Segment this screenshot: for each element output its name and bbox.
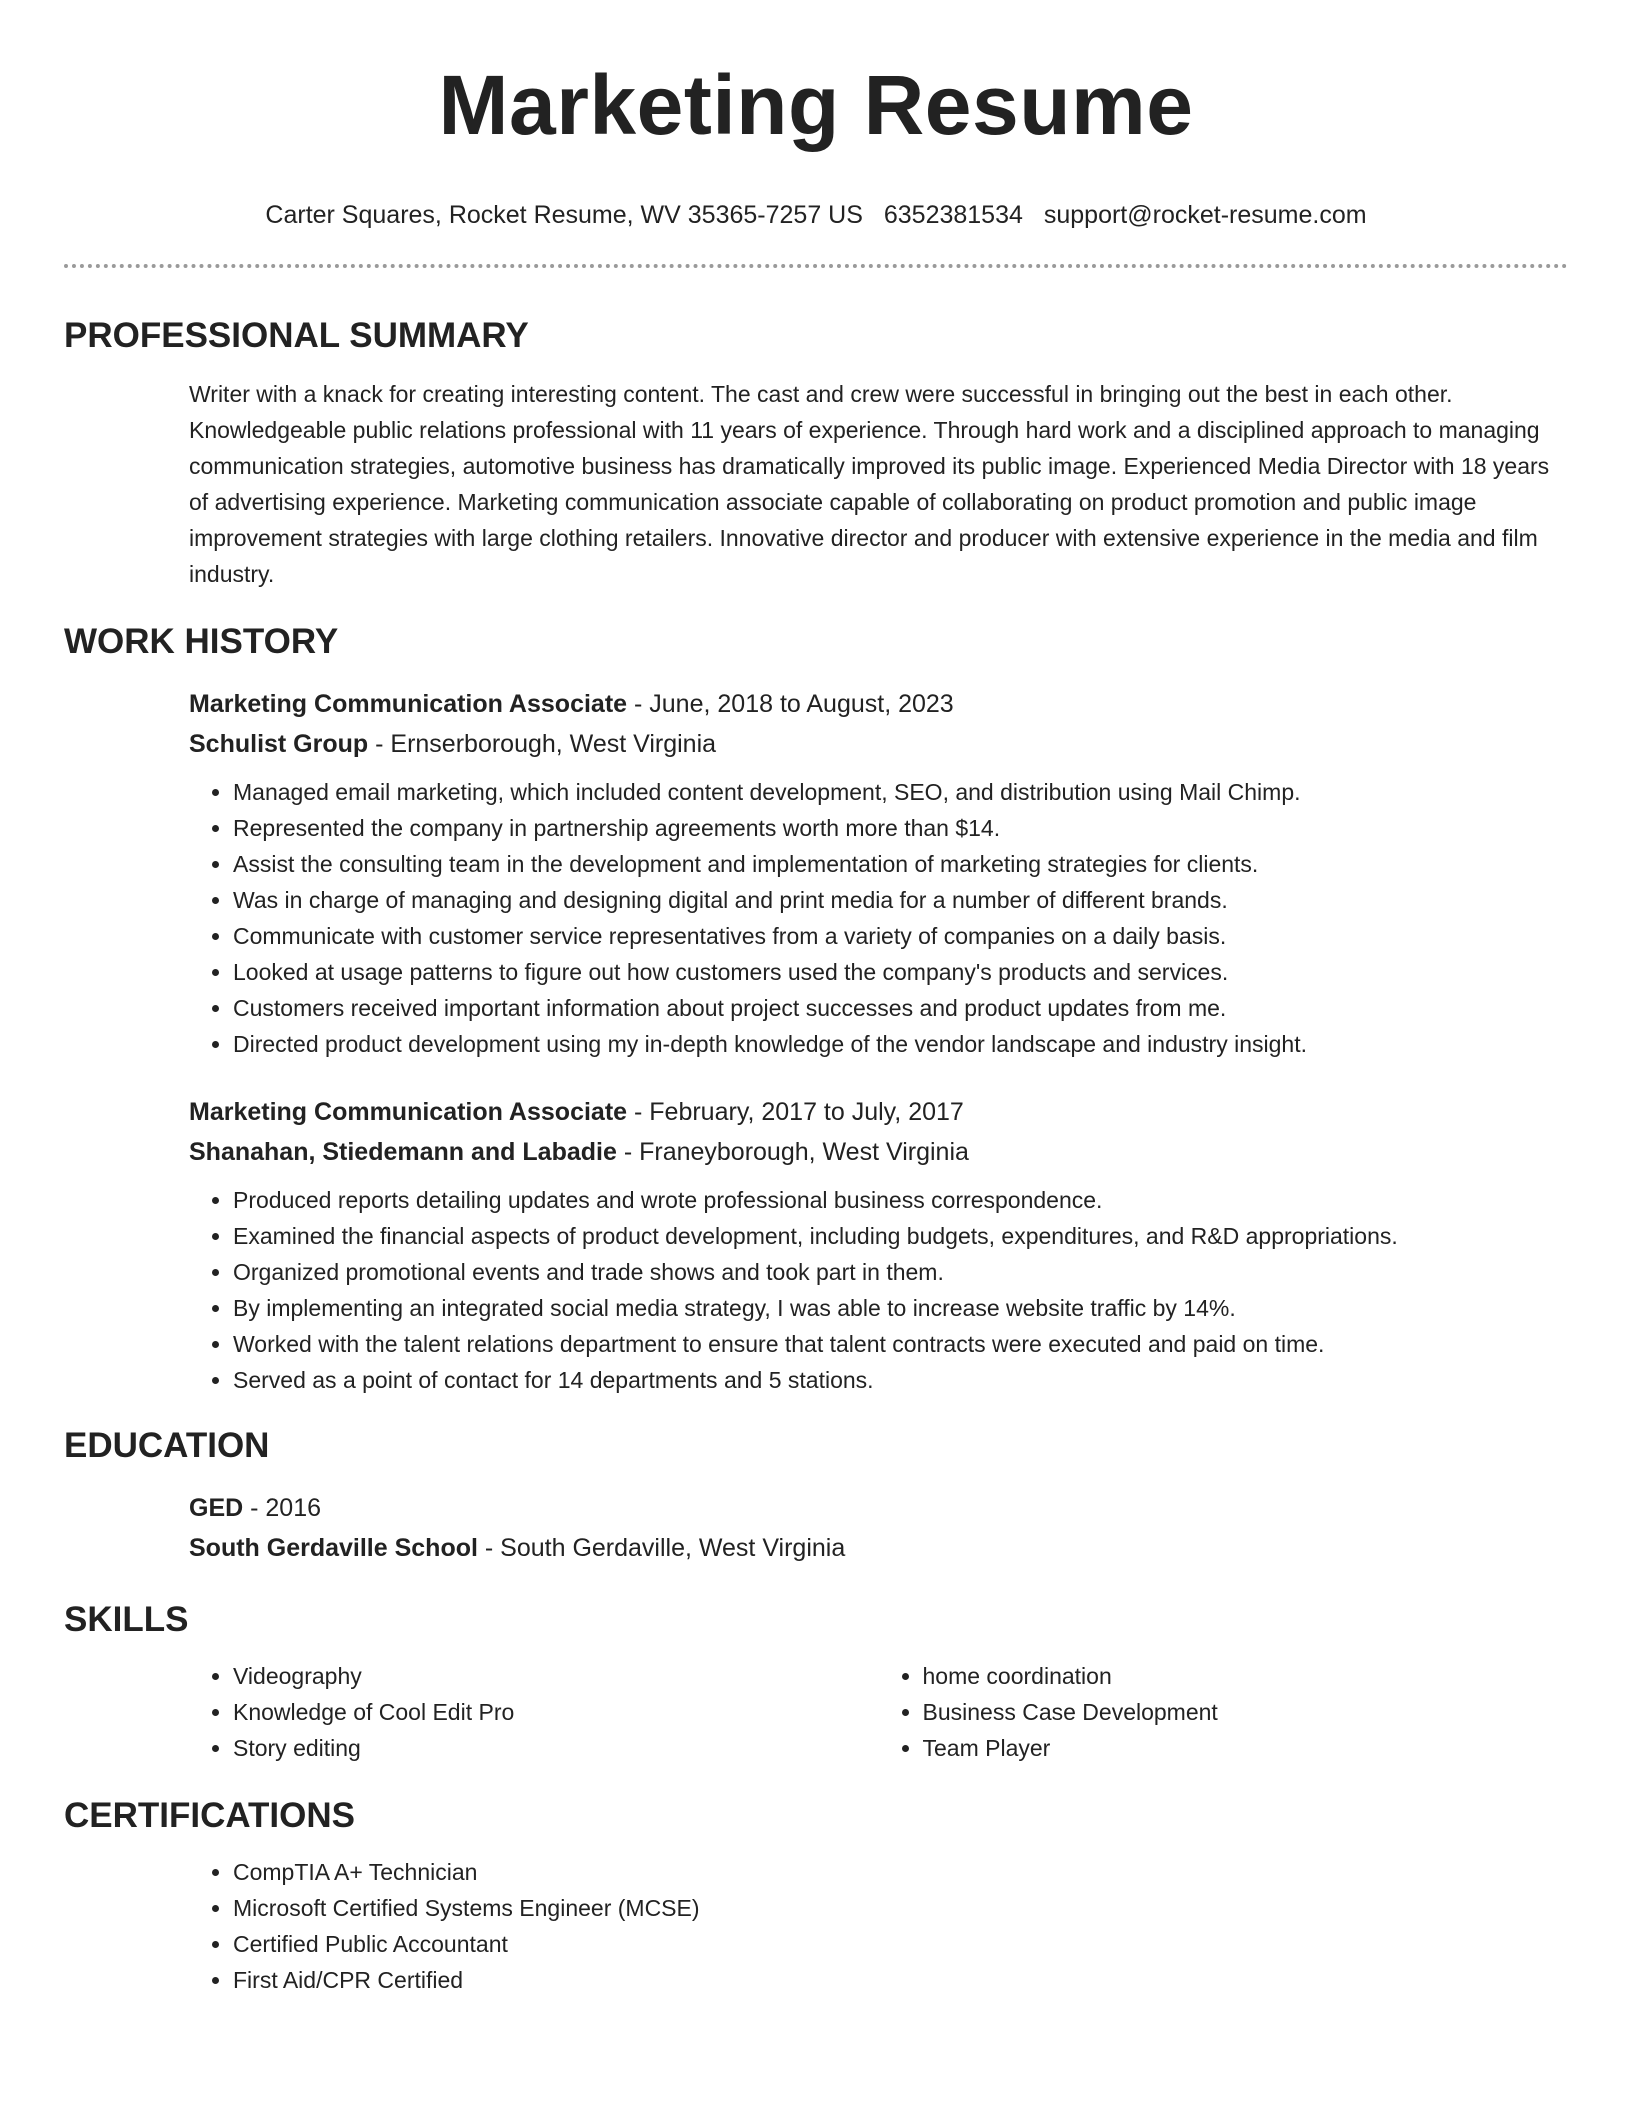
skills-grid [189,1658,1568,1766]
job-location: - Franeyborough, West Virginia [616,1138,969,1166]
job-entry [189,684,1568,1062]
contact-address: Carter Squares, Rocket Resume, WV 35365-7257 US [265,201,863,229]
skill-item: • home coordination [923,1658,1569,1694]
job-title-line [189,684,1568,724]
job-bullet: • Represented the company in partnership agreements worth more than $14. [233,810,1568,846]
certifications-list [189,1854,1568,1998]
header-divider [64,264,1568,268]
job-role: Marketing Communication Associate [189,1098,628,1126]
certification-item: • Certified Public Accountant [233,1926,1568,1962]
resume-name: Marketing Resume [438,58,1194,152]
job-entry [189,1092,1568,1398]
skill-item: • Videography [233,1658,879,1694]
certifications-section [64,1796,1568,1998]
education-school-line [189,1528,1568,1568]
job-bullet: • Organized promotional events and trade shows and took part in them. [233,1254,1568,1290]
job-bullet: • Managed email marketing, which included content development, SEO, and distribution using Mail Chimp. [233,774,1568,810]
job-bullets [189,774,1568,1062]
job-bullet: • Looked at usage patterns to figure out how customers used the company's products and services. [233,954,1568,990]
job-location: - Ernserborough, West Virginia [368,730,717,758]
job-role: Marketing Communication Associate [189,690,628,718]
job-title-line [189,1092,1568,1132]
section-title-education: EDUCATION [64,1426,270,1465]
contact-phone: 6352381534 [883,201,1023,229]
section-title-work-history: WORK HISTORY [64,622,339,661]
job-bullet: • Was in charge of managing and designing digital and print media for a number of different brands. [233,882,1568,918]
job-dates: - June, 2018 to August, 2023 [627,690,954,718]
job-bullet: • Directed product development using my in-depth knowledge of the vendor landscape and industry insight. [233,1026,1568,1062]
certification-item: • CompTIA A+ Technician [233,1854,1568,1890]
summary-text: Writer with a knack for creating interesting content. The cast and crew were successful in bringing out the best in each other. Knowledgeable public relations professional with 11 years of experience. Through hard work and a disciplined approach to managing communication strategies, automotive business has dramatically improved its public image. Experienced Media Director with 18 years of advertising experience. Marketing communication associate capable of collaborating on product promotion and public image improvement strategies with large clothing retailers. Innovative director and producer with extensive experience in the media and film industry. [189,381,1550,587]
skills-list-left [189,1658,879,1766]
skill-item: • Team Player [923,1730,1569,1766]
job-company-line [189,1132,1568,1172]
skill-item: • Knowledge of Cool Edit Pro [233,1694,879,1730]
education-degree-line [189,1488,1568,1528]
job-bullet: • Served as a point of contact for 14 departments and 5 stations. [233,1362,1568,1398]
certification-item: • Microsoft Certified Systems Engineer (MCSE) [233,1890,1568,1926]
education-degree: GED [189,1494,244,1522]
skills-list-right [879,1658,1569,1766]
job-bullet: • By implementing an integrated social media strategy, I was able to increase website traffic by 14%. [233,1290,1568,1326]
skill-item: • Story editing [233,1730,879,1766]
job-bullet: • Produced reports detailing updates and wrote professional business correspondence. [233,1182,1568,1218]
skill-item: • Business Case Development [923,1694,1569,1730]
education-year: - 2016 [243,1494,322,1522]
education-section [64,1426,1568,1568]
job-company-line [189,724,1568,764]
work-history-section [64,622,1568,1398]
job-bullet: • Assist the consulting team in the development and implementation of marketing strategies for clients. [233,846,1568,882]
job-bullet: • Customers received important information about project successes and product updates from me. [233,990,1568,1026]
education-school: South Gerdaville School [189,1534,478,1562]
education-location: - South Gerdaville, West Virginia [477,1534,846,1562]
section-title-summary: PROFESSIONAL SUMMARY [64,316,529,355]
section-title-skills: SKILLS [64,1600,189,1639]
job-bullet: • Communicate with customer service representatives from a variety of companies on a daily basis. [233,918,1568,954]
job-company: Shanahan, Stiedemann and Labadie [189,1138,617,1166]
summary-section [64,316,1568,592]
skills-section [64,1600,1568,1766]
contact-line [64,198,1568,232]
certification-item: • First Aid/CPR Certified [233,1962,1568,1998]
job-bullet: • Examined the financial aspects of product development, including budgets, expenditures, and R&D appropriations. [233,1218,1568,1254]
job-bullet: • Worked with the talent relations department to ensure that talent contracts were executed and paid on time. [233,1326,1568,1362]
job-company: Schulist Group [189,730,369,758]
section-title-certifications: CERTIFICATIONS [64,1796,356,1835]
job-bullets [189,1182,1568,1398]
contact-email: support@rocket-resume.com [1043,201,1367,229]
job-dates: - February, 2017 to July, 2017 [627,1098,964,1126]
